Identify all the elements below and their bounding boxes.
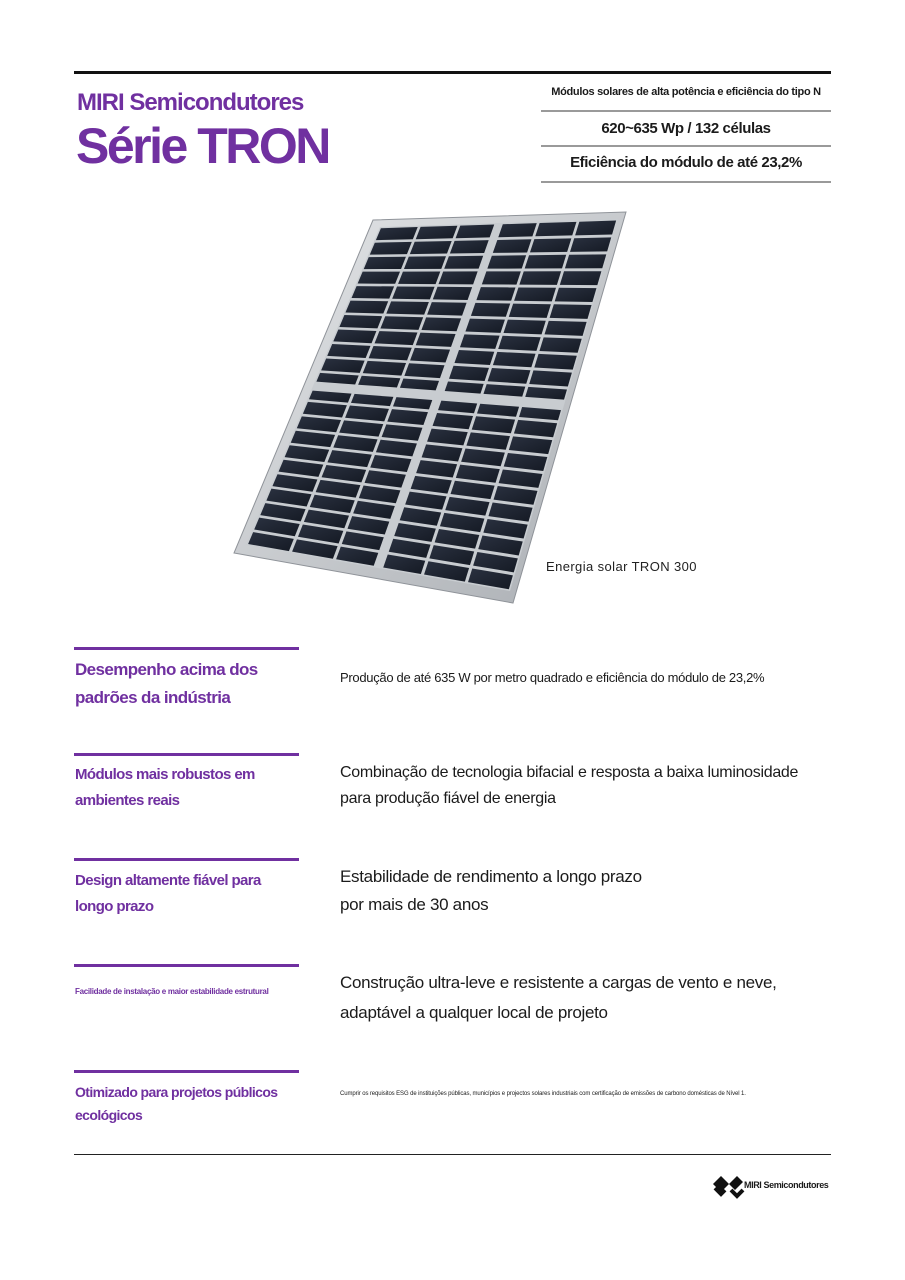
solar-cell — [327, 344, 370, 358]
solar-cell — [560, 271, 602, 285]
solar-cell — [410, 348, 450, 363]
brand-name: MIRI Semicondutores — [77, 89, 304, 116]
solar-cell — [416, 226, 458, 239]
solar-cell — [514, 287, 556, 301]
solar-cell — [427, 302, 467, 316]
feature-title: Desempenho acima dos padrões da indústria — [75, 660, 258, 707]
solar-cell — [530, 238, 571, 252]
solar-cell — [488, 368, 531, 384]
spec-divider — [541, 110, 831, 112]
solar-cell — [476, 287, 515, 301]
solar-cell — [421, 317, 461, 331]
series-title: Série TRON — [76, 118, 329, 174]
solar-cell — [404, 363, 444, 378]
solar-cell — [550, 304, 592, 319]
solar-cell — [529, 370, 572, 386]
solar-cell — [386, 301, 429, 314]
solar-cell — [345, 301, 388, 314]
solar-cell — [471, 303, 510, 317]
feature-title: Design altamente fiável para longo prazo — [75, 872, 261, 915]
miri-logo-icon — [711, 1172, 745, 1200]
solar-cell — [534, 354, 576, 370]
solar-cell — [570, 237, 611, 251]
feature-description: Cumprir os requisitos ESG de instituições públicas, municípios e projectos solares industriais com certificação de emissões de carbono domésticas de Nível 1. — [340, 1091, 746, 1097]
solar-cell — [575, 221, 616, 236]
solar-cell — [555, 288, 597, 302]
solar-cell — [410, 241, 452, 254]
solar-cell — [454, 350, 494, 365]
solar-cell — [370, 242, 412, 255]
solar-cell — [449, 366, 489, 381]
feature-description: Combinação de tecnologia bifacial e resposta a baixa luminosidade para produção fiável de energia — [340, 764, 799, 807]
solar-cell — [519, 271, 561, 285]
solar-cell — [339, 315, 382, 328]
spec-heading: Módulos solares de alta potência e eficiência do tipo N — [551, 86, 821, 98]
solar-cell — [392, 286, 434, 299]
feature-divider — [74, 1070, 299, 1073]
feature-divider — [74, 753, 299, 756]
solar-cell — [364, 257, 406, 269]
feature-title: Otimizado para projetos públicos ecológicos — [75, 1084, 278, 1123]
solar-cell — [333, 330, 376, 344]
solar-cell — [487, 255, 526, 268]
solar-cell — [404, 256, 446, 269]
solar-cell — [482, 271, 521, 284]
solar-cell — [450, 240, 489, 253]
solar-cell — [416, 333, 456, 347]
solar-cell — [433, 287, 472, 300]
solar-cell — [525, 255, 567, 269]
solar-cell — [509, 304, 551, 318]
solar-panel-image — [228, 205, 638, 615]
feature-title: Facilidade de instalação e maior estabilidade estrutural — [75, 987, 269, 996]
solar-cell — [565, 254, 606, 268]
solar-cell — [363, 361, 406, 376]
feature-divider — [74, 647, 299, 650]
solar-cell — [465, 319, 504, 333]
solar-cell — [493, 239, 532, 253]
solar-cell — [358, 272, 400, 284]
spec-power: 620~635 Wp / 132 células — [601, 120, 771, 137]
solar-cell — [369, 346, 412, 360]
feature-description: Construção ultra-leve e resistente a cargas de vento e neve, adaptável a qualquer local de projeto — [340, 973, 777, 1022]
solar-cell — [375, 331, 418, 345]
feature-divider — [74, 858, 299, 861]
spec-divider — [541, 181, 831, 183]
feature-description: Produção de até 635 W por metro quadrado e eficiência do módulo de 23,2% — [340, 670, 765, 685]
solar-cell — [352, 286, 395, 299]
logo-text: MIRI Semicondutores — [744, 1180, 829, 1190]
solar-cell — [503, 320, 545, 335]
bottom-rule — [74, 1154, 831, 1155]
solar-cell — [444, 256, 483, 269]
image-caption: Energia solar TRON 300 — [546, 559, 697, 574]
solar-cell — [535, 222, 576, 236]
solar-cell — [376, 227, 418, 240]
solar-cell — [498, 223, 536, 237]
feature-divider — [74, 964, 299, 967]
solar-cell — [545, 321, 587, 336]
spec-efficiency: Eficiência do módulo de até 23,2% — [570, 154, 802, 171]
spec-divider — [541, 145, 831, 147]
top-rule — [74, 71, 831, 74]
solar-cell — [398, 271, 440, 284]
feature-title: Módulos mais robustos em ambientes reais — [75, 766, 255, 809]
feature-description: Estabilidade de rendimento a longo prazo por mais de 30 anos — [340, 867, 642, 914]
solar-cell — [321, 358, 364, 372]
solar-cell — [498, 336, 540, 351]
solar-cell — [380, 316, 423, 330]
solar-cell — [439, 271, 478, 284]
solar-cell — [493, 352, 536, 367]
solar-cell — [539, 337, 581, 352]
solar-cell — [456, 225, 495, 239]
solar-cell — [460, 334, 500, 349]
